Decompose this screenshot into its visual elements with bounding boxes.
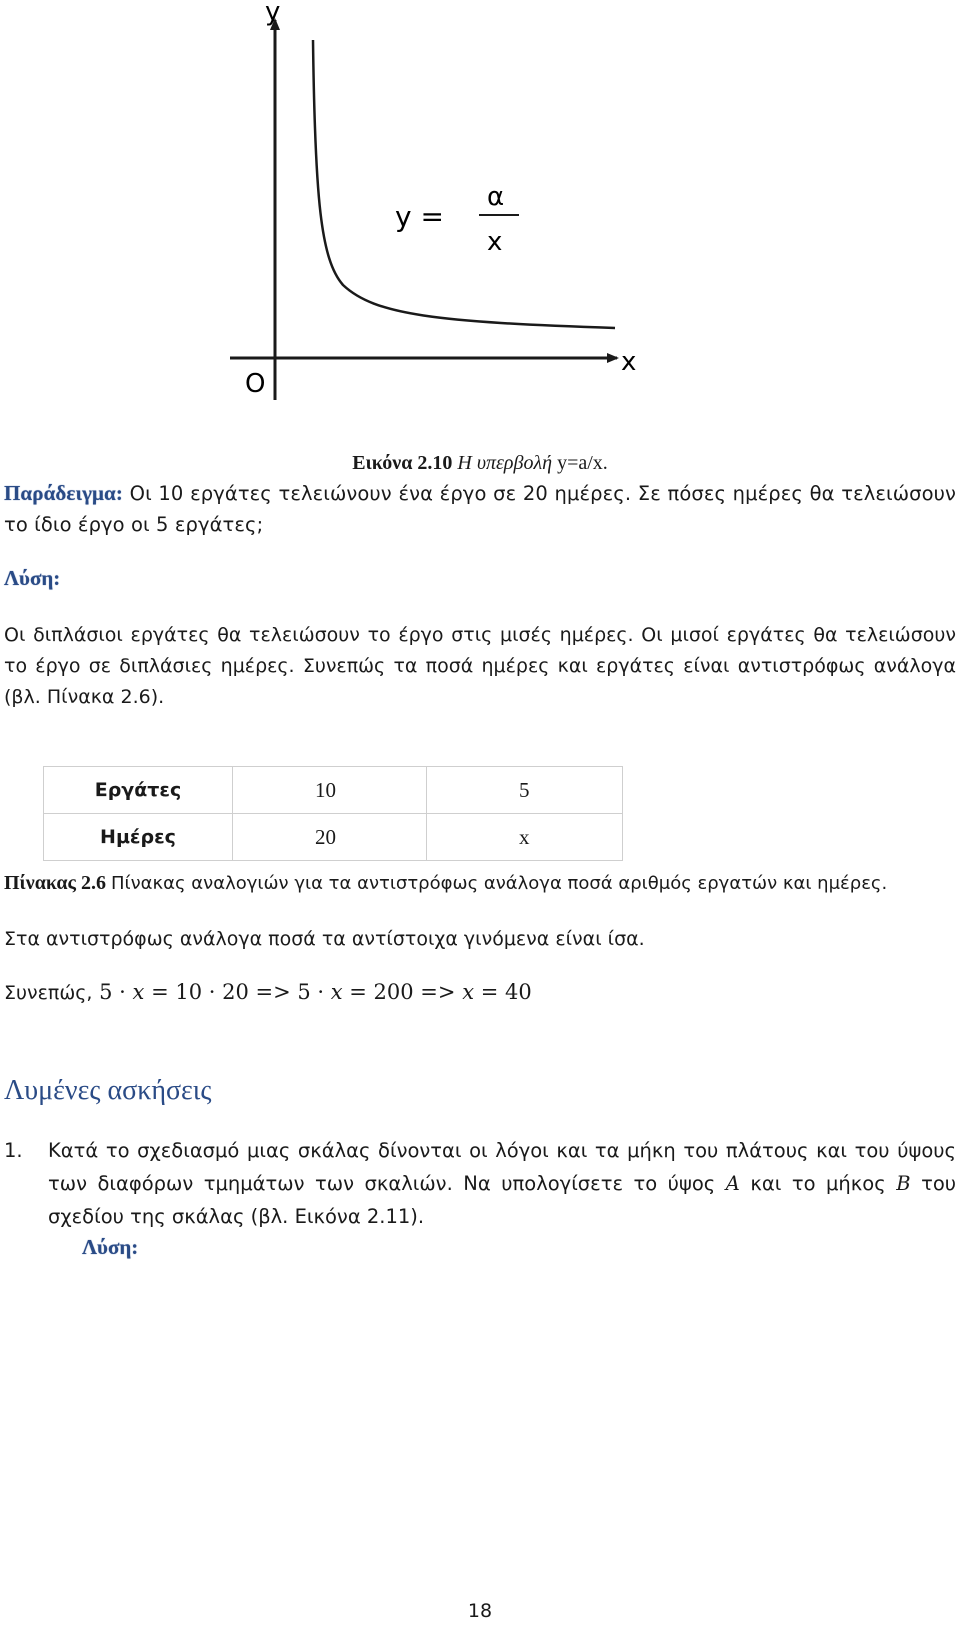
exercise-text (48, 1134, 956, 1233)
equation-part: = 10 · 20 => 5 · (151, 980, 325, 1004)
x-axis-label: x (621, 347, 637, 377)
table-cell: 20 (233, 814, 427, 861)
exercise-item (4, 1134, 956, 1233)
exercise-text-part: και το μήκος (750, 1172, 886, 1195)
table-cell: 10 (233, 767, 427, 814)
example-label: Παράδειγμα: (4, 481, 123, 505)
solution-label: Λύση: (4, 566, 61, 590)
table-row (44, 767, 623, 814)
equation-variable: x (330, 980, 343, 1004)
equation-part: 5 · (99, 980, 126, 1004)
equation-variable: x (132, 980, 145, 1004)
table-cell: 5 (427, 767, 623, 814)
table-row-header: Εργάτες (44, 767, 233, 814)
equation-part: = 200 => (349, 980, 456, 1004)
proportion-table (43, 766, 623, 861)
y-axis-label: y (265, 0, 281, 27)
hyperbola-figure (225, 0, 675, 425)
formula-numerator: α (487, 182, 505, 212)
example-paragraph (4, 478, 956, 540)
figure-caption-italic: Η υπερβολή (457, 452, 553, 474)
table-caption-label: Πίνακας 2.6 (4, 872, 106, 894)
exercise-number: 1. (4, 1139, 23, 1162)
equation-part: = 40 (480, 980, 532, 1004)
formula-denominator: x (487, 227, 503, 257)
table-row-header: Ημέρες (44, 814, 233, 861)
figure-caption (0, 452, 960, 475)
table-caption-text: Πίνακας αναλογιών για τα αντιστρόφως ανάλογα ποσά αριθμός εργατών και ημέρες. (110, 873, 888, 894)
exercise-text-part: του σχεδίου της σκάλας (βλ. Εικόνα 2.11). (48, 1172, 957, 1228)
table-row (44, 814, 623, 861)
table-cell: x (427, 814, 623, 861)
exercise-solution-label: Λύση: (82, 1235, 139, 1259)
statement-text: Στα αντιστρόφως ανάλογα ποσά τα αντίστοιχα γινόμενα είναι ίσα. (4, 928, 645, 950)
figure-caption-label: Εικόνα 2.10 (352, 452, 453, 474)
exercise-variable: A (725, 1172, 740, 1195)
equation-line (4, 980, 532, 1004)
formula-lhs: y = (395, 200, 444, 233)
origin-label: O (245, 369, 266, 399)
equation-variable: x (462, 980, 475, 1004)
equation-prefix: Συνεπώς, (4, 982, 93, 1004)
hyperbola-curve (313, 40, 615, 328)
example-text: Οι 10 εργάτες τελειώνουν ένα έργο σε 20 ημέρες. Σε πόσες ημέρες θα τελειώσουν το ίδιο έργο οι 5 εργάτες; (4, 482, 956, 536)
section-heading: Λυμένες ασκήσεις (4, 1075, 212, 1106)
exercise-text-part: Κατά το σχεδιασμό μιας σκάλας δίνονται οι λόγοι και τα μήκη του πλάτους και του ύψους των διαφόρων τμημάτων των σκαλιών. Να υπολογίσετε το ύψος (48, 1139, 956, 1195)
table-caption (4, 872, 887, 895)
solution-text: Οι διπλάσιοι εργάτες θα τελειώσουν το έργο στις μισές ημέρες. Οι μισοί εργάτες θα τελειώσουν το έργο σε διπλάσιες ημέρες. Συνεπώς τα ποσά ημέρες και εργάτες είναι αντιστρόφως ανάλογα (βλ. Πίνακα 2.6). (4, 624, 956, 708)
figure-caption-rest: y=a/x. (557, 452, 608, 474)
page-number: 18 (467, 1600, 493, 1622)
exercise-variable: B (896, 1172, 911, 1195)
